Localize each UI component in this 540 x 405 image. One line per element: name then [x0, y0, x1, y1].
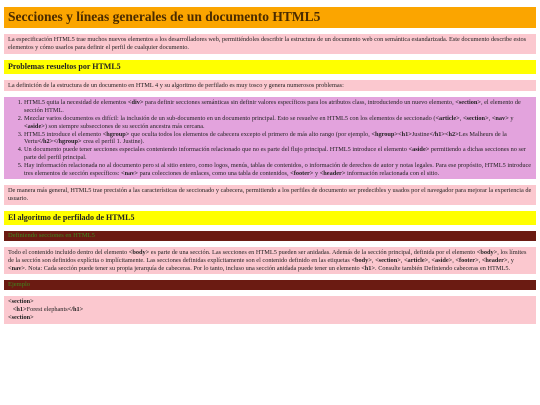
text-run: . Consulte también Definiendo cabeceras en HTML5.: [375, 264, 511, 272]
text-run: permitiendo a dichas secciones no ser parte del perfil principal.: [24, 146, 526, 161]
code-token: <aside>: [408, 146, 430, 154]
text-run: Un documento puede tener secciones especiales conteniendo información relacionado que no es parte del flujo principal. HTML5 introduce el elemento: [24, 146, 409, 154]
text-run: Todo el contenido incluido dentro del elemento: [8, 248, 129, 256]
code-line: [8, 298, 532, 306]
example-heading: Ejemplo: [4, 280, 536, 290]
code-line: [8, 314, 532, 322]
text-run: Justine: [411, 130, 430, 138]
text-run: , los límites de la sección son definidos explícita o implícitamente. Las secciones definidas explícitamente son el contenido definido en las etiquetas: [8, 248, 527, 264]
text-run: es parte de una sección. Las secciones en HTML5 pueden ser anidadas. Además de la sección principal, definida por el elemento: [149, 248, 477, 256]
problems-list: [8, 99, 532, 177]
code-token: <hgroup><h1>: [371, 130, 412, 138]
list-item: [24, 162, 532, 178]
code-token: <h1>: [361, 264, 376, 272]
code-token: <aside>: [431, 256, 453, 264]
code-token: <section>: [375, 256, 401, 264]
intro-paragraph: La especificación HTML5 trae muchos nuevos elementos a los desarrolladores web, permitiéndoles describir la estructura de un documento web con semántica estandarizada. Este documento describe estos elementos y cómo usarlos para definir el perfil de cualquier documento.: [8, 36, 527, 51]
code-token: <section>: [8, 298, 34, 306]
code-token: <aside>: [24, 122, 45, 130]
code-token: <h1>: [12, 306, 27, 314]
code-token: <nav>: [8, 264, 25, 272]
code-token: <body>: [351, 256, 372, 264]
text-run: Forest elephants: [26, 306, 68, 314]
code-token: <article>: [435, 114, 460, 122]
code-token: <section>: [8, 313, 34, 321]
code-token: <body>: [476, 248, 498, 256]
text-run: crea el perfil 1. Justine).: [81, 138, 145, 146]
text-run: HTML5 quita la necesidad de elementos: [24, 99, 128, 107]
text-run: ,: [400, 256, 404, 264]
list-item: [24, 115, 532, 131]
code-token: <section>: [455, 99, 481, 107]
text-run: Les Malheurs de la Vertu: [24, 130, 507, 146]
code-token: </h2></hgroup>: [37, 138, 82, 146]
algorithm-heading: El algoritmo de perfilado de HTML5: [4, 211, 536, 225]
text-run: . Nota: Cada sección puede tener su propia jerarquía de cabeceras. Por lo tanto, incluso una sección anidada puede tener un elemento: [24, 264, 362, 272]
code-token: <nav>: [121, 169, 139, 177]
text-run: , el elemento de sección HTML.: [24, 99, 521, 115]
code-token: <footer>: [455, 256, 479, 264]
text-run: ,: [459, 114, 463, 122]
text-run: ,: [478, 256, 482, 264]
code-token: <section>: [462, 114, 489, 122]
code-token: </h1>: [67, 306, 84, 314]
text-run: Hay información relacionada no al documento pero si al sitio entero, como logos, menús, tablas de contenidos, o información de derechos de autor y notas legales. Para ese propósito, HTML5 introduce tres elementos de sección específicos:: [24, 161, 532, 177]
text-run: información relacionada con el sitio.: [345, 169, 440, 177]
code-token: <article>: [403, 256, 429, 264]
text-run: ) son siempre subsecciones de su sección ancestra más cercana.: [44, 122, 205, 130]
text-run: ,: [428, 256, 432, 264]
text-run: y: [313, 169, 320, 177]
text-run: para colecciones de enlaces, como una tabla de contenidos,: [138, 169, 291, 177]
code-token: </h1><h2>: [429, 130, 459, 138]
text-run: que oculta todos los elementos de cabecera excepto el primero de más alto rango (por ejemplo,: [129, 130, 372, 138]
text-run: Mezclar varios documentos es difícil: la inclusión de un sub-documento en un documento principal. Esto se resuelve en HTML5 con los elementos de seccionado (: [24, 114, 436, 122]
list-item: [24, 131, 532, 147]
code-line: [8, 306, 532, 314]
algorithm-body-paragraph: [8, 249, 532, 272]
text-run: y: [508, 114, 514, 122]
code-token: <nav>: [491, 114, 509, 122]
problems-outro-box: [4, 185, 536, 205]
page-title: Secciones y líneas generales de un documento HTML5: [4, 7, 536, 28]
text-run: ,: [371, 256, 376, 264]
code-token: <div>: [127, 99, 144, 107]
problems-outro-paragraph: De manera más general, HTML5 trae precisión a las características de seccionado y cabecera, permitiendo a los perfiles de documento ser predecibles y usados por el navegador para mejorar la experiencia de usuario.: [8, 187, 532, 203]
intro-box: [4, 34, 536, 54]
example-code-box: [4, 296, 536, 323]
code-token: <body>: [128, 248, 150, 256]
text-run: , y: [507, 256, 514, 264]
problems-list-box: [4, 97, 536, 179]
text-run: ,: [488, 114, 492, 122]
code-token: <header>: [481, 256, 508, 264]
text-run: ,: [452, 256, 456, 264]
text-run: para definir secciones semánticas sin definir valores específicos para los atributos class, introduciendo un nuevo elemento,: [143, 99, 456, 107]
problems-intro-box: [4, 80, 536, 92]
text-run: HTML5 introduce el elemento: [24, 130, 103, 138]
problems-heading: Problemas resueltos por HTML5: [4, 60, 536, 74]
code-token: <hgroup>: [102, 130, 130, 138]
code-token: <footer>: [290, 169, 314, 177]
algorithm-body-box: [4, 247, 536, 274]
code-token: <header>: [319, 169, 346, 177]
list-item: [24, 146, 532, 162]
list-item: [24, 99, 532, 115]
problems-intro-paragraph: La definición de la estructura de un documento en HTML 4 y su algoritmo de perfilado es muy tosco y genera numerosos problemas:: [8, 81, 344, 89]
defining-sections-heading: Definiendo secciones en HTML5: [4, 231, 536, 241]
